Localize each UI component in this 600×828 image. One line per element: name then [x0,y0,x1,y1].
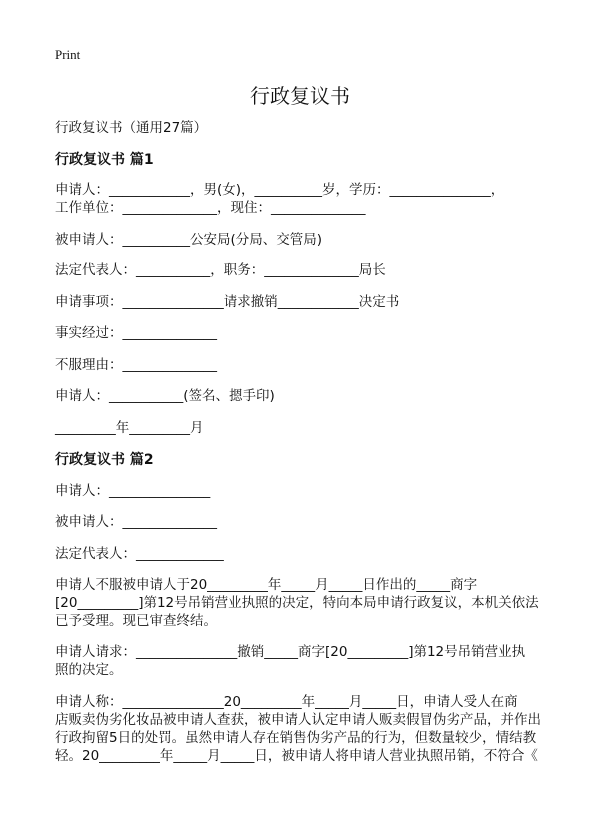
form-line: 被申请人：______________ [55,514,217,530]
form-line: 工作单位：______________，现住：______________ [55,200,366,216]
form-line: 申请人：___________(签名、摁手印) [55,388,275,404]
document-subtitle: 行政复议书（通用27篇） [55,120,208,136]
paragraph-line: 行政拘留5日的处罚。虽然申请人存在销售伪劣产品的行为，但数量较少，情结教 [55,730,537,746]
paragraph-line: 轻。20_________年_____月_____日，被申请人将申请人营业执照吊销，不符合《 [55,748,538,764]
form-line: 被申请人：__________公安局(分局、交管局) [55,232,323,248]
form-line: 事实经过：______________ [55,325,217,341]
form-line: 申请人：_______________ [55,483,211,499]
paragraph-line: 已予受理。现已审查终结。 [55,613,217,629]
section-heading-1: 行政复议书 篇1 [55,152,154,168]
page-title: 行政复议书 [250,84,350,108]
form-line: 法定代表人：___________，职务：______________局长 [55,262,386,278]
paragraph-line: 申请人称：_______________20_________年_____月_____日，申请人受人在商 [55,694,518,710]
form-line: 申请人：____________，男(女)，__________岁，学历：_______________， [55,182,505,198]
form-line: 不服理由：______________ [55,357,217,373]
paragraph-line: 申请人请求：_______________撤销_____商字[20_________]第12号吊销营业执 [55,644,526,660]
section-heading-2: 行政复议书 篇2 [55,452,154,468]
paragraph-line: [20_________]第12号吊销营业执照的决定，特向本局申请行政复议，本机关依法 [55,595,539,611]
form-line: _________年_________月 [55,420,204,436]
form-line: 法定代表人：_____________ [55,546,224,562]
print-link[interactable]: Print [55,47,81,62]
paragraph-line: 申请人不服被申请人于20_________年_____月_____日作出的_____商字 [55,577,478,593]
form-line: 申请事项：_______________请求撤销____________决定书 [55,294,400,310]
paragraph-line: 照的决定。 [55,662,123,678]
paragraph-line: 店贩卖伪劣化妆品被申请人查获，被申请人认定申请人贩卖假冒伪劣产品，并作出 [55,712,541,728]
